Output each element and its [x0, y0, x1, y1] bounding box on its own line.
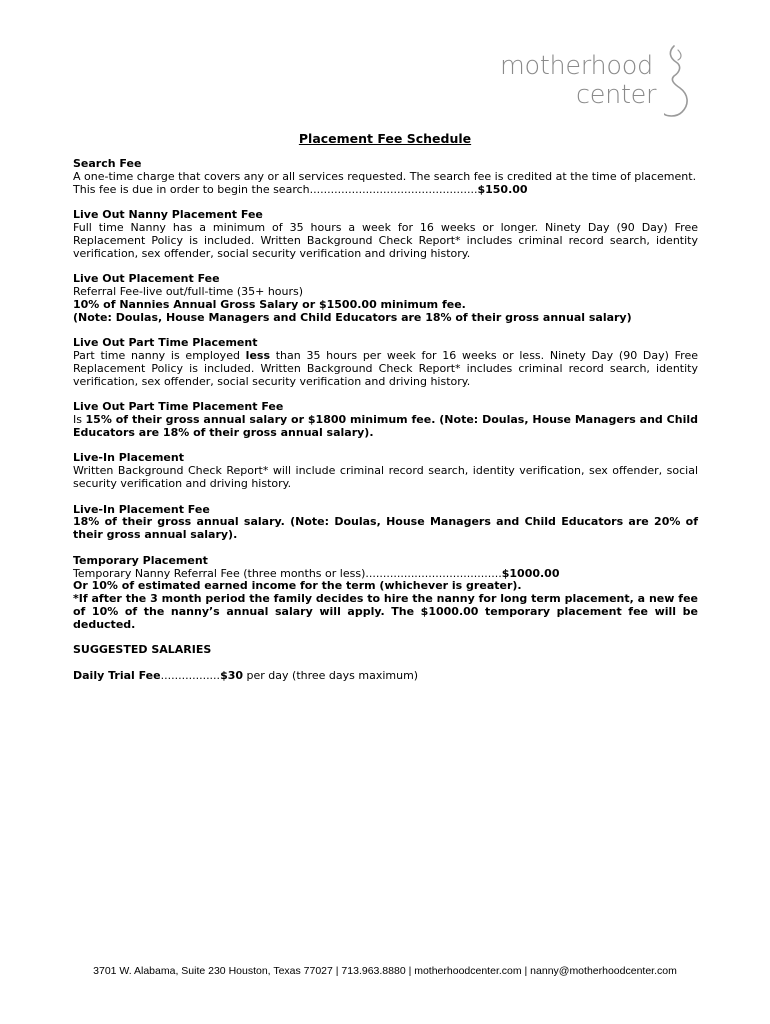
part-time-text-end: than 35 hours per week for 16 weeks or less. Ninety Day (90 Day) Free Replacement Policy is included. Written Background Check Report* includes criminal record search, identity verification, sex offender, social security verification and driving history.: [73, 348, 699, 388]
part-time-fee-prefix: Is: [73, 412, 86, 426]
live-out-nanny-description: Full time Nanny has a minimum of 35 hours a week for 16 weeks or longer. Ninety Day (90 Day) Free Replacement Policy is included. Written Background Check Report* includes criminal record search, identity verification, sex offender, social security verification and driving history.: [73, 220, 698, 260]
daily-trial-label: Daily Trial Fee: [73, 668, 161, 682]
footer-contact-info: 3701 W. Alabama, Suite 230 Houston, Texas 77027 | 713.963.8880 | motherhoodcenter.com | nanny@motherhoodcenter.com: [93, 965, 677, 977]
logo-swirl-icon: [664, 44, 698, 118]
company-logo: [498, 44, 703, 118]
temporary-long-term-note: *If after the 3 month period the family decides to hire the nanny for long term placement, a new fee of 10% of the nanny’s annual salary will apply. The $1000.00 temporary placement fee will be deducted.: [73, 592, 698, 631]
part-time-section: [73, 337, 698, 388]
search-fee-due-text: This fee is due in order to begin the search................................................: [73, 182, 478, 196]
daily-trial-fee: [73, 670, 698, 683]
live-in-section: [73, 452, 698, 490]
part-time-text-start: Part time nanny is employed: [73, 348, 246, 362]
live-in-description: Written Background Check Report* will include criminal record search, identity verification, sex offender, social security verification and driving history.: [73, 464, 698, 490]
daily-trial-dots: .................: [160, 668, 221, 682]
live-in-fee-section: [73, 504, 698, 542]
temporary-referral-text: Temporary Nanny Referral Fee (three months or less).......................................: [73, 566, 502, 580]
section-heading: Search Fee: [73, 157, 142, 170]
part-time-fee-rate: 15% of their gross annual salary or $1800 minimum fee. (Note: Doulas, House Managers and Child Educators are 18% of their gross annual salary).: [73, 412, 698, 439]
live-out-fee-rate: 10% of Nannies Annual Gross Salary or $1500.00 minimum fee.: [73, 297, 466, 311]
fee-schedule-body: [73, 158, 698, 695]
logo-word-center: center: [576, 80, 657, 110]
section-heading: Live Out Placement Fee: [73, 272, 220, 286]
search-fee-due-line: [73, 184, 698, 197]
part-time-fee-section: [73, 401, 698, 439]
daily-trial-amount: $30: [220, 668, 244, 682]
section-heading: Live Out Nanny Placement Fee: [73, 208, 263, 222]
section-heading: Temporary Placement: [73, 553, 208, 567]
search-fee-description: A one-time charge that covers any or all services requested. The search fee is credited at the time of placement.: [73, 169, 697, 183]
search-fee-amount: $150.00: [477, 182, 528, 196]
temporary-alternative-fee: Or 10% of estimated earned income for the term (whichever is greater).: [73, 579, 522, 593]
section-heading: Live Out Part Time Placement Fee: [73, 400, 284, 414]
live-out-nanny-section: [73, 209, 698, 260]
logo-word-motherhood: motherhood: [500, 51, 653, 81]
temporary-section: [73, 555, 698, 632]
part-time-fee-description: [73, 414, 698, 440]
search-fee-section: [73, 158, 698, 196]
part-time-description: [73, 350, 698, 388]
live-out-fee-section: [73, 273, 698, 324]
suggested-salaries-section: [73, 644, 698, 657]
part-time-emphasis: less: [245, 348, 270, 362]
section-heading: Live-In Placement Fee: [73, 502, 210, 516]
live-out-fee-note: (Note: Doulas, House Managers and Child Educators are 18% of their gross annual salary): [73, 310, 632, 324]
daily-trial-suffix: per day (three days maximum): [243, 668, 419, 682]
page-title: Placement Fee Schedule: [298, 131, 472, 146]
live-out-fee-referral: Referral Fee-live out/full-time (35+ hours): [73, 284, 304, 298]
section-heading: SUGGESTED SALARIES: [73, 643, 212, 657]
section-heading: Live Out Part Time Placement: [73, 336, 258, 350]
section-heading: Live-In Placement: [73, 451, 184, 465]
live-in-fee-rate: 18% of their gross annual salary. (Note: Doulas, House Managers and Child Educators are 20% of their gross annual salary).: [73, 515, 698, 542]
temporary-fee-amount: $1000.00: [501, 566, 560, 580]
